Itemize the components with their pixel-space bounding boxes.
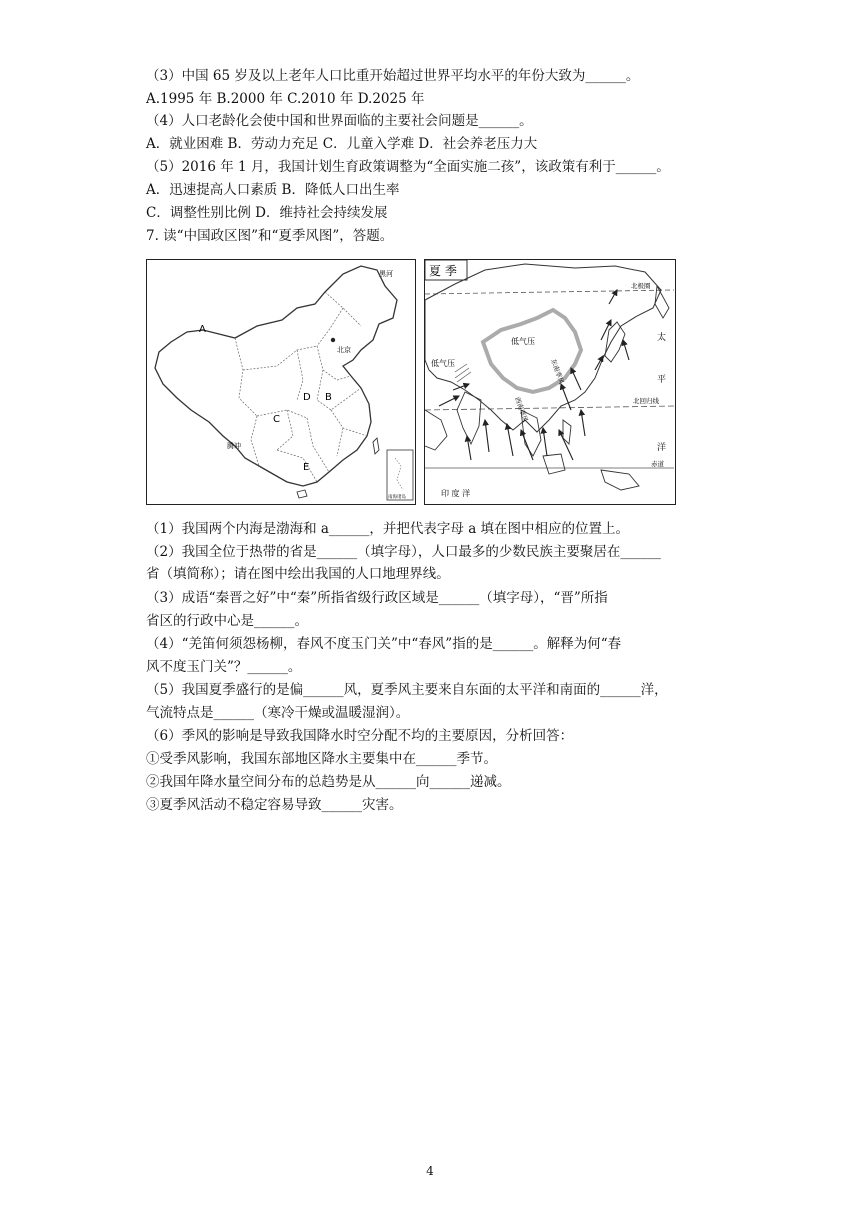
question-line: ①受季风影响，我国东部地区降水主要集中在______季节。 — [146, 751, 497, 767]
text-line: （5）2016 年 1 月，我国计划生育政策调整为“全面实施二孩”，该政策有利于______。 — [146, 159, 670, 175]
south-sea-inset — [387, 450, 413, 500]
new-guinea — [601, 470, 639, 490]
label-low-pressure-1: 低气压 — [511, 337, 535, 346]
text-line: A．迅速提高人口素质 B．降低人口出生率 — [146, 182, 400, 198]
text-line: A．就业困难 B．劳动力充足 C．儿童入学难 D．社会养老压力大 — [146, 136, 538, 152]
borneo — [543, 454, 565, 474]
hatch-low-pressure — [455, 364, 471, 382]
arctic-circle-line — [425, 290, 674, 294]
question-line: 省（填简称）；请在图中绘出我国的人口地理界线。 — [146, 566, 450, 582]
beijing-marker — [331, 338, 335, 342]
label-D: D — [303, 392, 311, 403]
label-C: C — [273, 414, 280, 425]
label-beijing: 北京 — [337, 346, 351, 354]
japan-islands — [605, 322, 625, 362]
question-line: （3）成语“秦晋之好”中“秦”所指省级行政区域是______（填字母），“晋”所指 — [146, 590, 608, 606]
china-border-shaded — [483, 310, 581, 392]
taiwan-island — [373, 438, 379, 454]
china-political-map — [146, 259, 416, 505]
question-line: （4）“羌笛何须怨杨柳，春风不度玉门关”中“春风”指的是______。解释为何“春 — [146, 636, 622, 652]
hainan-island — [297, 490, 307, 498]
summer-monsoon-map — [424, 259, 676, 505]
question-line: 风不度玉门关”？______。 — [146, 659, 302, 675]
text-line: C．调整性别比例 D．维持社会持续发展 — [146, 205, 388, 221]
question-line: （1）我国两个内海是渤海和 a______，并把代表字母 a 填在图中相应的位置上。 — [146, 521, 630, 537]
arabian-peninsula — [425, 410, 447, 450]
label-heihe: 黑河 — [379, 270, 393, 278]
label-tengchong: 腾冲 — [227, 442, 241, 450]
wind-arrows — [439, 290, 629, 460]
label-equator: 赤道 — [651, 460, 664, 468]
question-line: ②我国年降水量空间分布的总趋势是从______向______递减。 — [146, 774, 511, 790]
monsoon-map-title: 夏 季 — [429, 264, 457, 278]
province-borders — [235, 292, 367, 482]
label-tropic: 北回归线 — [633, 397, 659, 405]
china-outline — [155, 266, 397, 486]
kamchatka — [655, 286, 669, 318]
tropic-line — [425, 406, 674, 410]
label-pacific-2: 平 — [657, 375, 667, 385]
question-line: 气流特点是______（寒冷干燥或温暖湿润）。 — [146, 705, 410, 721]
indian-peninsula — [457, 392, 481, 444]
inset-caption: 南海诸岛 — [388, 495, 406, 500]
question-line: ③夏季风活动不稳定容易导致______灾害。 — [146, 797, 403, 813]
question-line: （5）我国夏季盛行的是偏______风，夏季风主要来自东面的太平洋和南面的______洋， — [146, 682, 668, 698]
label-indian-ocean: 印 度 洋 — [441, 489, 471, 498]
label-B: B — [325, 392, 332, 403]
china-map-drawing — [147, 260, 414, 503]
label-A: A — [199, 324, 206, 335]
text-line: （4）人口老龄化会使中国和世界面临的主要社会问题是______。 — [146, 113, 533, 129]
text-line: （3）中国 65 岁及以上老年人口比重开始超过世界平均水平的年份大致为______。 — [146, 68, 640, 84]
page-number: 4 — [426, 1164, 434, 1178]
text-line: A.1995 年 B.2000 年 C.2010 年 D.2025 年 — [146, 91, 425, 107]
label-arctic-circle: 北极圈 — [631, 282, 651, 290]
monsoon-map-drawing — [425, 260, 674, 503]
label-low-pressure-2: 低气压 — [431, 359, 455, 368]
label-E: E — [303, 462, 310, 473]
label-pacific-1: 太 — [657, 333, 667, 343]
question-7-heading: 7. 读“中国政区图”和“夏季风图”，答题。 — [146, 228, 394, 244]
question-line: （6）季风的影响是导致我国降水时空分配不均的主要原因，分析回答： — [146, 728, 574, 744]
label-pacific-3: 洋 — [657, 443, 667, 453]
label-southwest-monsoon: 西南季风 — [513, 395, 530, 424]
question-line: （2）我国全位于热带的省是______（填字母），人口最多的少数民族主要聚居在______ — [146, 544, 661, 560]
question-line: 省区的行政中心是______。 — [146, 613, 308, 629]
figure-maps — [146, 259, 676, 505]
label-southeast-monsoon: 东南季风 — [549, 357, 566, 386]
